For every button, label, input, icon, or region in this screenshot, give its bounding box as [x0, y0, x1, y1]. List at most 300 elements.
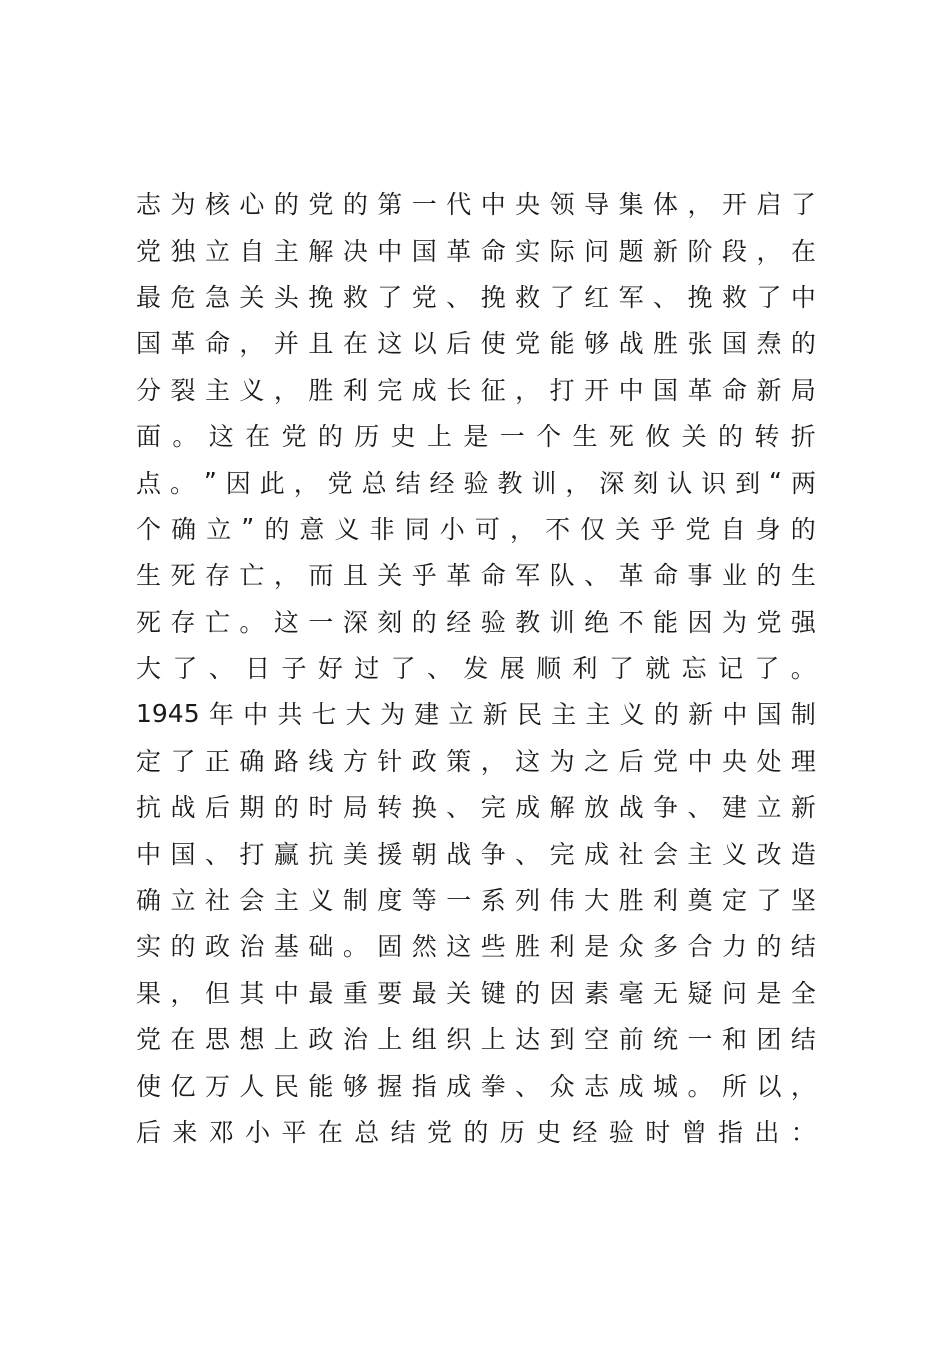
text-glyph: 教: [515, 607, 541, 637]
text-glyph: 这: [377, 329, 403, 359]
text-glyph: 后: [136, 1118, 162, 1147]
text-glyph: 问: [584, 236, 610, 266]
text-glyph: 时: [645, 1118, 671, 1147]
text-glyph: 因: [549, 978, 575, 1008]
text-glyph: 结: [395, 468, 421, 498]
text-glyph: 结: [390, 1118, 416, 1147]
text-glyph: 中: [687, 746, 713, 776]
text-glyph: 重: [342, 978, 368, 1008]
text-glyph: 坚: [790, 886, 816, 916]
text-glyph: 指: [718, 1118, 744, 1147]
text-glyph: 民: [273, 1071, 299, 1101]
text-glyph: 利: [653, 886, 679, 916]
text-glyph: 军: [618, 282, 644, 312]
text-glyph: 解: [308, 236, 334, 266]
text-glyph: 此: [259, 468, 285, 498]
text-glyph: 并: [273, 329, 299, 359]
text-glyph: 造: [790, 839, 816, 869]
text-glyph: 同: [404, 514, 430, 544]
text-glyph: 正: [204, 746, 230, 776]
text-glyph: 心: [239, 190, 265, 220]
text-glyph: 建: [414, 700, 440, 730]
text-glyph: 的: [273, 793, 299, 823]
text-glyph: 确: [171, 514, 197, 544]
text-glyph: 力: [721, 932, 747, 962]
text-glyph: 平: [281, 1118, 307, 1147]
text-glyph: 、: [446, 793, 472, 823]
text-glyph: 最: [308, 978, 334, 1008]
text-glyph: 后: [204, 793, 230, 823]
text-glyph: 胜: [618, 886, 644, 916]
text-glyph: 出: [754, 1118, 780, 1147]
text-glyph: ，: [170, 978, 196, 1008]
text-glyph: 命: [204, 329, 230, 359]
text-glyph: 刻: [633, 468, 659, 498]
text-glyph: 长: [446, 375, 472, 405]
text-glyph: 在: [790, 236, 816, 266]
text-glyph: 理: [790, 746, 816, 776]
text-glyph: 些: [480, 932, 506, 962]
text-glyph: 达: [515, 1025, 541, 1055]
text-glyph: 解: [549, 793, 575, 823]
text-glyph: 民: [516, 700, 542, 730]
text-glyph: 主: [204, 375, 230, 405]
text-glyph: 国: [136, 329, 162, 359]
text-glyph: 自: [239, 236, 265, 266]
text-glyph: 过: [354, 654, 380, 684]
text-glyph: 政: [411, 746, 437, 776]
text-glyph: 全: [790, 978, 816, 1008]
text-glyph: 教: [497, 468, 523, 498]
text-glyph: 能: [549, 329, 575, 359]
text-glyph: 问: [721, 978, 747, 1008]
text-glyph: 立: [170, 886, 196, 916]
text-glyph: 个: [136, 514, 162, 544]
text-glyph: 组: [411, 1025, 437, 1055]
text-glyph: 为: [721, 607, 747, 637]
text-glyph: ，: [273, 375, 299, 405]
text-glyph: 实: [515, 236, 541, 266]
text-glyph: 就: [645, 654, 671, 684]
text-glyph: 业: [721, 561, 747, 591]
text-line: [136, 1015, 816, 1061]
text-glyph: ，: [239, 329, 265, 359]
text-glyph: 救: [342, 282, 368, 312]
text-line: [136, 969, 816, 1015]
text-glyph: 这: [446, 932, 472, 962]
text-glyph: 红: [584, 282, 610, 312]
text-glyph: 实: [136, 932, 162, 962]
text-glyph: 一: [446, 886, 472, 916]
text-glyph: 但: [204, 978, 230, 1008]
text-glyph: 代: [446, 190, 472, 220]
text-glyph: ，: [293, 468, 319, 498]
text-glyph: 训: [531, 468, 557, 498]
text-glyph: 绝: [584, 607, 610, 637]
text-glyph: 了: [377, 282, 403, 312]
text-glyph: 战: [446, 839, 472, 869]
text-glyph: 疑: [687, 978, 713, 1008]
text-glyph: 革: [687, 375, 713, 405]
text-glyph: 中: [377, 236, 403, 266]
text-glyph: 思: [204, 1025, 230, 1055]
text-glyph: 础: [308, 932, 334, 962]
text-glyph: 体: [653, 190, 679, 220]
text-glyph: 以: [411, 329, 437, 359]
text-glyph: 第: [377, 190, 403, 220]
text-glyph: 总: [361, 468, 387, 498]
text-glyph: 了: [754, 654, 780, 684]
text-glyph: 攸: [645, 422, 671, 452]
text-glyph: 发: [463, 654, 489, 684]
text-glyph: 建: [721, 793, 747, 823]
text-line: [136, 690, 816, 736]
text-glyph: 。: [342, 932, 368, 962]
text-line: [136, 319, 816, 365]
text-line: [136, 273, 816, 319]
text-glyph: 、: [208, 654, 234, 684]
text-glyph: 且: [342, 561, 368, 591]
text-glyph: 为: [380, 700, 406, 730]
text-glyph: 。: [239, 607, 265, 637]
text-glyph: 焘: [756, 329, 782, 359]
text-glyph: 立: [448, 700, 474, 730]
text-glyph: 而: [308, 561, 334, 591]
text-glyph: 小: [245, 1118, 271, 1147]
text-glyph: 等: [411, 886, 437, 916]
text-glyph: 验: [463, 468, 489, 498]
text-glyph: 七: [311, 700, 337, 730]
text-glyph: 政: [204, 932, 230, 962]
text-glyph: 会: [239, 886, 265, 916]
text-glyph: 时: [308, 793, 334, 823]
text-glyph: 固: [377, 932, 403, 962]
text-glyph: 史: [536, 1118, 562, 1147]
text-glyph: 是: [463, 422, 489, 452]
text-glyph: 了: [756, 886, 782, 916]
text-glyph: 朝: [411, 839, 437, 869]
text-glyph: 这: [273, 607, 299, 637]
text-glyph: 指: [411, 1071, 437, 1101]
text-glyph: 策: [446, 746, 472, 776]
text-glyph: 转: [377, 793, 403, 823]
text-glyph: 非: [369, 514, 395, 544]
text-glyph: 定: [136, 746, 162, 776]
text-glyph: 成: [515, 793, 541, 823]
text-glyph: 折: [790, 422, 816, 452]
text-glyph: 一: [308, 607, 334, 637]
text-glyph: 最: [136, 282, 162, 312]
text-glyph: 基: [273, 932, 299, 962]
text-glyph: 成: [584, 839, 610, 869]
text-glyph: 革: [446, 236, 472, 266]
text-glyph: 训: [549, 607, 575, 637]
text-glyph: 好: [317, 654, 343, 684]
text-glyph: 阶: [687, 236, 713, 266]
text-glyph: 美: [342, 839, 368, 869]
text-glyph: 在: [245, 422, 271, 452]
text-line: [136, 412, 816, 458]
text-glyph: 毫: [618, 978, 644, 1008]
text-glyph: 党: [653, 746, 679, 776]
text-glyph: 亡: [204, 607, 230, 637]
text-glyph: 党: [308, 190, 334, 220]
text-glyph: 胜: [653, 329, 679, 359]
text-glyph: 能: [308, 1071, 334, 1101]
text-glyph: 关: [446, 978, 472, 1008]
text-glyph: 因: [687, 607, 713, 637]
text-glyph: 然: [411, 932, 437, 962]
text-glyph: 核: [204, 190, 230, 220]
text-glyph: 制: [790, 700, 816, 730]
text-glyph: 自: [720, 514, 746, 544]
text-glyph: 挽: [308, 282, 334, 312]
text-glyph: 义: [721, 839, 747, 869]
text-glyph: 党: [411, 282, 437, 312]
text-glyph: 立: [756, 793, 782, 823]
text-glyph: “: [769, 467, 782, 497]
text-glyph: 援: [377, 839, 403, 869]
text-glyph: 刻: [377, 607, 403, 637]
text-line: [136, 737, 816, 783]
text-glyph: 无: [653, 978, 679, 1008]
text-glyph: 制: [342, 886, 368, 916]
text-glyph: 后: [618, 746, 644, 776]
text-line: [136, 505, 816, 551]
text-glyph: 这: [515, 746, 541, 776]
text-glyph: 结: [790, 1025, 816, 1055]
text-glyph: 多: [653, 932, 679, 962]
text-glyph: 、: [687, 793, 713, 823]
text-glyph: 定: [721, 886, 747, 916]
text-glyph: 党: [327, 468, 353, 498]
text-glyph: 结: [790, 932, 816, 962]
text-glyph: 的: [718, 422, 744, 452]
text-glyph: 改: [756, 839, 782, 869]
text-glyph: 线: [308, 746, 334, 776]
text-glyph: 、: [653, 282, 679, 312]
text-glyph: ，: [565, 468, 591, 498]
text-glyph: 中: [790, 282, 816, 312]
text-glyph: 主: [273, 236, 299, 266]
text-glyph: 城: [653, 1071, 679, 1101]
text-glyph: 上: [273, 1025, 299, 1055]
text-glyph: 转: [754, 422, 780, 452]
text-glyph: 拳: [480, 1071, 506, 1101]
text-glyph: 完: [377, 375, 403, 405]
text-glyph: 路: [273, 746, 299, 776]
text-glyph: 之: [584, 746, 610, 776]
text-glyph: 上: [480, 1025, 506, 1055]
text-glyph: 国: [170, 839, 196, 869]
text-glyph: 的: [264, 514, 290, 544]
text-glyph: 确: [239, 746, 265, 776]
text-glyph: ，: [515, 375, 541, 405]
text-glyph: 众: [618, 932, 644, 962]
text-glyph: 的: [756, 561, 782, 591]
text-glyph: 挽: [480, 282, 506, 312]
text-glyph: 点: [136, 468, 162, 498]
text-glyph: 主: [273, 886, 299, 916]
text-glyph: 共: [277, 700, 303, 730]
text-glyph: 记: [718, 654, 744, 684]
text-glyph: 打: [239, 839, 265, 869]
text-glyph: 成: [411, 375, 437, 405]
text-glyph: 大: [345, 700, 371, 730]
text-glyph: 、: [427, 654, 453, 684]
text-glyph: 关: [615, 514, 641, 544]
text-glyph: 经: [429, 468, 455, 498]
text-glyph: 导: [584, 190, 610, 220]
text-glyph: 展: [499, 654, 525, 684]
text-glyph: 关: [239, 282, 265, 312]
text-glyph: 中: [136, 839, 162, 869]
text-glyph: ，: [756, 236, 782, 266]
text-glyph: 人: [239, 1071, 265, 1101]
text-glyph: 军: [515, 561, 541, 591]
text-glyph: 史: [390, 422, 416, 452]
text-glyph: 在: [170, 1025, 196, 1055]
text-glyph: 。: [169, 468, 195, 498]
text-glyph: 深: [342, 607, 368, 637]
text-glyph: 新: [482, 700, 508, 730]
text-glyph: 革: [446, 561, 472, 591]
text-glyph: 事: [687, 561, 713, 591]
text-glyph: 义: [308, 886, 334, 916]
text-glyph: 是: [756, 978, 782, 1008]
text-glyph: 的: [756, 932, 782, 962]
text-glyph: 国: [756, 700, 782, 730]
text-glyph: 关: [377, 561, 403, 591]
text-glyph: 生: [136, 561, 162, 591]
text-glyph: 确: [136, 886, 162, 916]
text-glyph: 在: [317, 1118, 343, 1147]
text-glyph: 存: [170, 607, 196, 637]
text-glyph: 头: [273, 282, 299, 312]
text-glyph: ”: [203, 467, 217, 497]
text-glyph: 。: [172, 422, 198, 452]
text-glyph: 验: [480, 607, 506, 637]
text-glyph: 了: [790, 190, 816, 220]
text-glyph: 。: [790, 654, 816, 684]
text-glyph: 胜: [515, 932, 541, 962]
text-glyph: 启: [756, 190, 782, 220]
text-glyph: 了: [170, 746, 196, 776]
text-glyph: 在: [342, 329, 368, 359]
text-glyph: 死: [170, 561, 196, 591]
text-glyph: 使: [136, 1071, 162, 1101]
text-glyph: 面: [136, 422, 162, 452]
text-glyph: 党: [685, 514, 711, 544]
text-glyph: 新: [756, 375, 782, 405]
text-glyph: 成: [446, 1071, 472, 1101]
text-glyph: 年: [208, 700, 234, 730]
text-glyph: 以: [756, 1071, 782, 1101]
text-glyph: 深: [599, 468, 625, 498]
text-glyph: 上: [427, 422, 453, 452]
text-glyph: 一: [687, 1025, 713, 1055]
text-glyph: 亿: [170, 1071, 196, 1101]
text-glyph: 立: [204, 236, 230, 266]
text-glyph: 的: [790, 514, 816, 544]
text-glyph: 能: [653, 607, 679, 637]
text-glyph: ，: [687, 190, 713, 220]
text-glyph: 方: [342, 746, 368, 776]
text-glyph: 、: [515, 839, 541, 869]
text-line: [136, 876, 816, 922]
text-glyph: 战: [618, 329, 644, 359]
text-glyph: 新: [688, 700, 714, 730]
text-glyph: 裂: [170, 375, 196, 405]
text-glyph: 日: [245, 654, 271, 684]
text-glyph: 中: [273, 978, 299, 1008]
text-glyph: 素: [584, 978, 610, 1008]
text-glyph: 的: [411, 607, 437, 637]
text-glyph: 总: [354, 1118, 380, 1147]
text-glyph: 、: [584, 561, 610, 591]
text-glyph: 的: [790, 329, 816, 359]
text-glyph: 会: [653, 839, 679, 869]
text-glyph: 主: [687, 839, 713, 869]
text-glyph: 识: [701, 468, 727, 498]
text-glyph: 是: [584, 932, 610, 962]
text-glyph: 国: [721, 329, 747, 359]
text-glyph: 列: [515, 886, 541, 916]
text-glyph: 够: [584, 329, 610, 359]
text-glyph: 新: [653, 236, 679, 266]
text-glyph: 的: [515, 978, 541, 1008]
text-glyph: 前: [618, 1025, 644, 1055]
text-glyph: 抗: [308, 839, 334, 869]
text-glyph: 死: [608, 422, 634, 452]
text-glyph: 胜: [308, 375, 334, 405]
text-glyph: 政: [308, 1025, 334, 1055]
text-glyph: 命: [653, 561, 679, 591]
text-glyph: 抗: [136, 793, 162, 823]
text-glyph: 了: [390, 654, 416, 684]
text-glyph: 经: [446, 607, 472, 637]
text-glyph: 个: [536, 422, 562, 452]
text-glyph: 换: [411, 793, 437, 823]
text-glyph: 战: [618, 793, 644, 823]
text-glyph: 握: [377, 1071, 403, 1101]
text-glyph: ，: [480, 746, 506, 776]
text-glyph: 中: [722, 700, 748, 730]
text-glyph: 开: [584, 375, 610, 405]
text-glyph: 意: [299, 514, 325, 544]
text-glyph: 合: [687, 932, 713, 962]
text-glyph: 为: [170, 190, 196, 220]
text-glyph: 党: [281, 422, 307, 452]
text-line: [136, 829, 816, 875]
text-glyph: 段: [721, 236, 747, 266]
text-glyph: 决: [342, 236, 368, 266]
text-glyph: 央: [515, 190, 541, 220]
text-glyph: 后: [446, 329, 472, 359]
text-glyph: 题: [618, 236, 644, 266]
text-glyph: 因: [225, 468, 251, 498]
text-glyph: 1945: [136, 698, 200, 728]
text-glyph: 万: [204, 1071, 230, 1101]
text-glyph: 志: [584, 1071, 610, 1101]
text-glyph: 织: [446, 1025, 472, 1055]
text-glyph: 际: [549, 236, 575, 266]
text-glyph: 救: [721, 282, 747, 312]
text-glyph: 国: [411, 236, 437, 266]
text-glyph: 不: [618, 607, 644, 637]
text-glyph: 想: [239, 1025, 265, 1055]
text-glyph: 立: [206, 514, 232, 544]
